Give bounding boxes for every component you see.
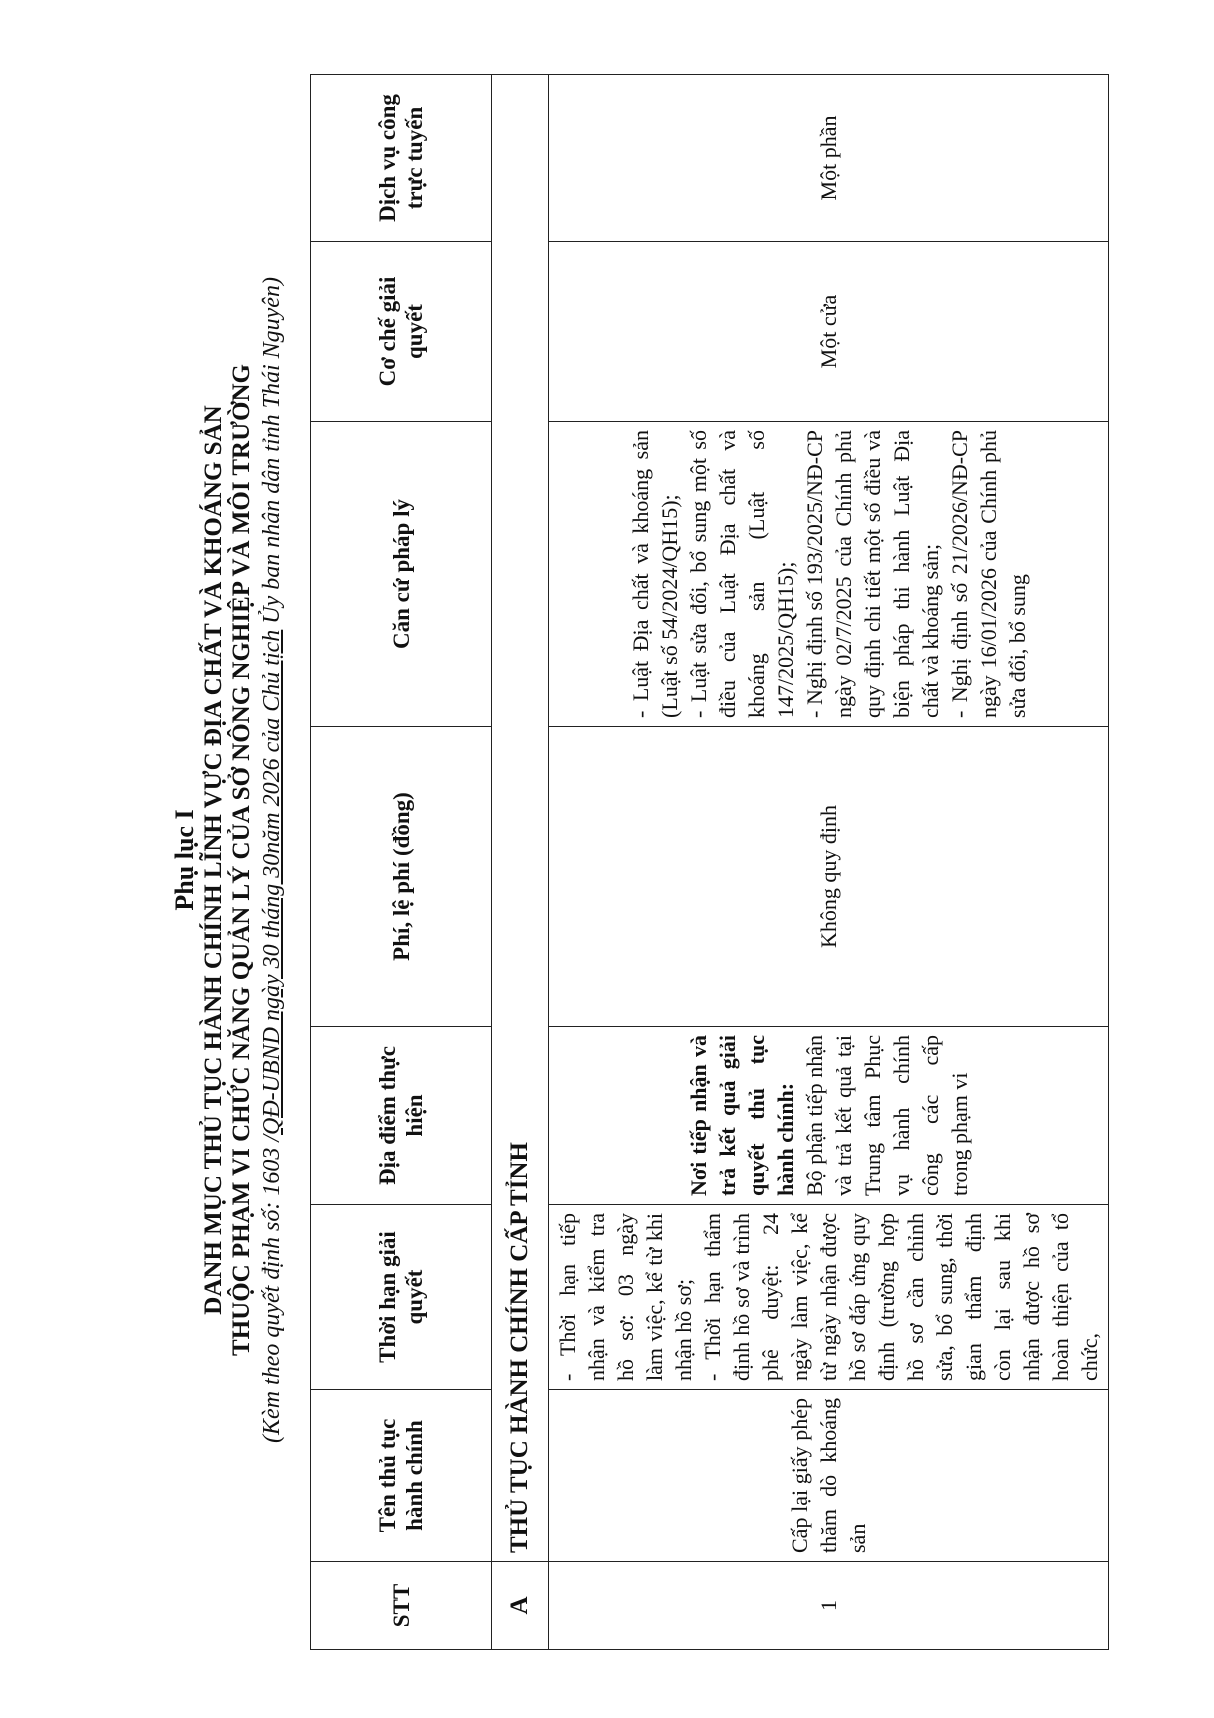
row-stt: 1 <box>549 1562 1109 1650</box>
row-procedure-name: Cấp lại giấy phép thăm dò khoáng sản <box>549 1390 1109 1562</box>
row-fee: Không quy định <box>549 727 1109 1027</box>
header-mechanism: Cơ chế giải quyết <box>311 242 492 422</box>
header-fee: Phí, lệ phí (đồng) <box>311 727 492 1027</box>
document-page <box>170 60 1170 1660</box>
decision-reference-underlined: QĐ-UBND ngày 30 tháng 30năm 2026 của Chủ tịch <box>259 629 285 1135</box>
header-procedure-name: Tên thủ tục hành chính <box>311 1390 492 1562</box>
row-mechanism: Một cửa <box>549 242 1109 422</box>
row-legal-basis <box>549 422 1109 727</box>
row-online-service: Một phần <box>549 75 1109 242</box>
decision-reference-suffix: Ủy ban nhân dân tỉnh Thái Nguyên) <box>259 277 285 630</box>
header-legal-basis: Căn cứ pháp lý <box>311 422 492 727</box>
legal-item-2: - Luật sửa đổi, bổ sung một số điều của Luật Địa chất và khoáng sản (Luật số 147/2025/QH15); <box>685 430 798 718</box>
appendix-label: Phụ lục I <box>170 809 199 911</box>
legal-item-1: - Luật Địa chất và khoáng sản (Luật số 54/2024/QH15); <box>627 430 682 718</box>
section-row <box>492 75 549 1650</box>
procedure-table <box>310 74 1109 1650</box>
row-deadline <box>549 1205 1109 1390</box>
section-code: A <box>492 1562 549 1650</box>
decision-reference-prefix: (Kèm theo quyết định số: 1603 / <box>259 1135 285 1443</box>
deadline-appraisal: - Thời hạn thẩm định hồ sơ và trình phê duyệt: 24 ngày làm việc, kể từ ngày nhận được hồ sơ đáp ứng quy định (trường hợp hồ sơ cần chỉnh sửa, bổ sung, thời gian thẩm định còn lại sau khi nhận được hồ sơ hoàn thiện của tổ chức, <box>700 1213 1102 1381</box>
section-title: THỦ TỤC HÀNH CHÍNH CẤP TỈNH <box>492 75 549 1562</box>
table-header-row <box>311 75 492 1650</box>
title-line-1: DANH MỤC THỦ TỤC HÀNH CHÍNH LĨNH VỰC ĐỊA CHẤT VÀ KHOÁNG SẢN <box>200 405 227 1315</box>
row-location <box>549 1027 1109 1205</box>
location-text: Bộ phận tiếp nhận và trả kết quả tại Trung tâm Phục vụ hành chính công các cấp trong phạm vi <box>801 1035 972 1196</box>
deadline-receive-check: - Thời hạn tiếp nhận và kiểm tra hồ sơ: 03 ngày làm việc, kể từ khi nhận hồ sơ; <box>555 1213 696 1381</box>
table-row <box>549 75 1109 1650</box>
header-stt: STT <box>311 1562 492 1650</box>
header-deadline: Thời hạn giải quyết <box>311 1205 492 1390</box>
header-location: Địa điểm thực hiện <box>311 1027 492 1205</box>
header-online-service: Dịch vụ công trực tuyến <box>311 75 492 242</box>
decision-reference <box>258 60 286 1660</box>
title-line-2: THUỘC PHẠM VI CHỨC NĂNG QUẢN LÝ CỦA SỞ NÔNG NGHIỆP VÀ MÔI TRƯỜNG <box>228 364 255 1356</box>
legal-item-4: - Nghị định số 21/2026/NĐ-CP ngày 16/01/2026 của Chính phủ sửa đổi, bổ sung <box>946 430 1030 718</box>
location-heading: Nơi tiếp nhận và trả kết quả giải quyết thủ tục hành chính: <box>685 1035 798 1196</box>
legal-item-3: - Nghị định số 193/2025/NĐ-CP ngày 02/7/2025 của Chính phủ quy định chi tiết một số điều và biện pháp thi hành Luật Địa chất và khoáng sản; <box>801 430 943 718</box>
